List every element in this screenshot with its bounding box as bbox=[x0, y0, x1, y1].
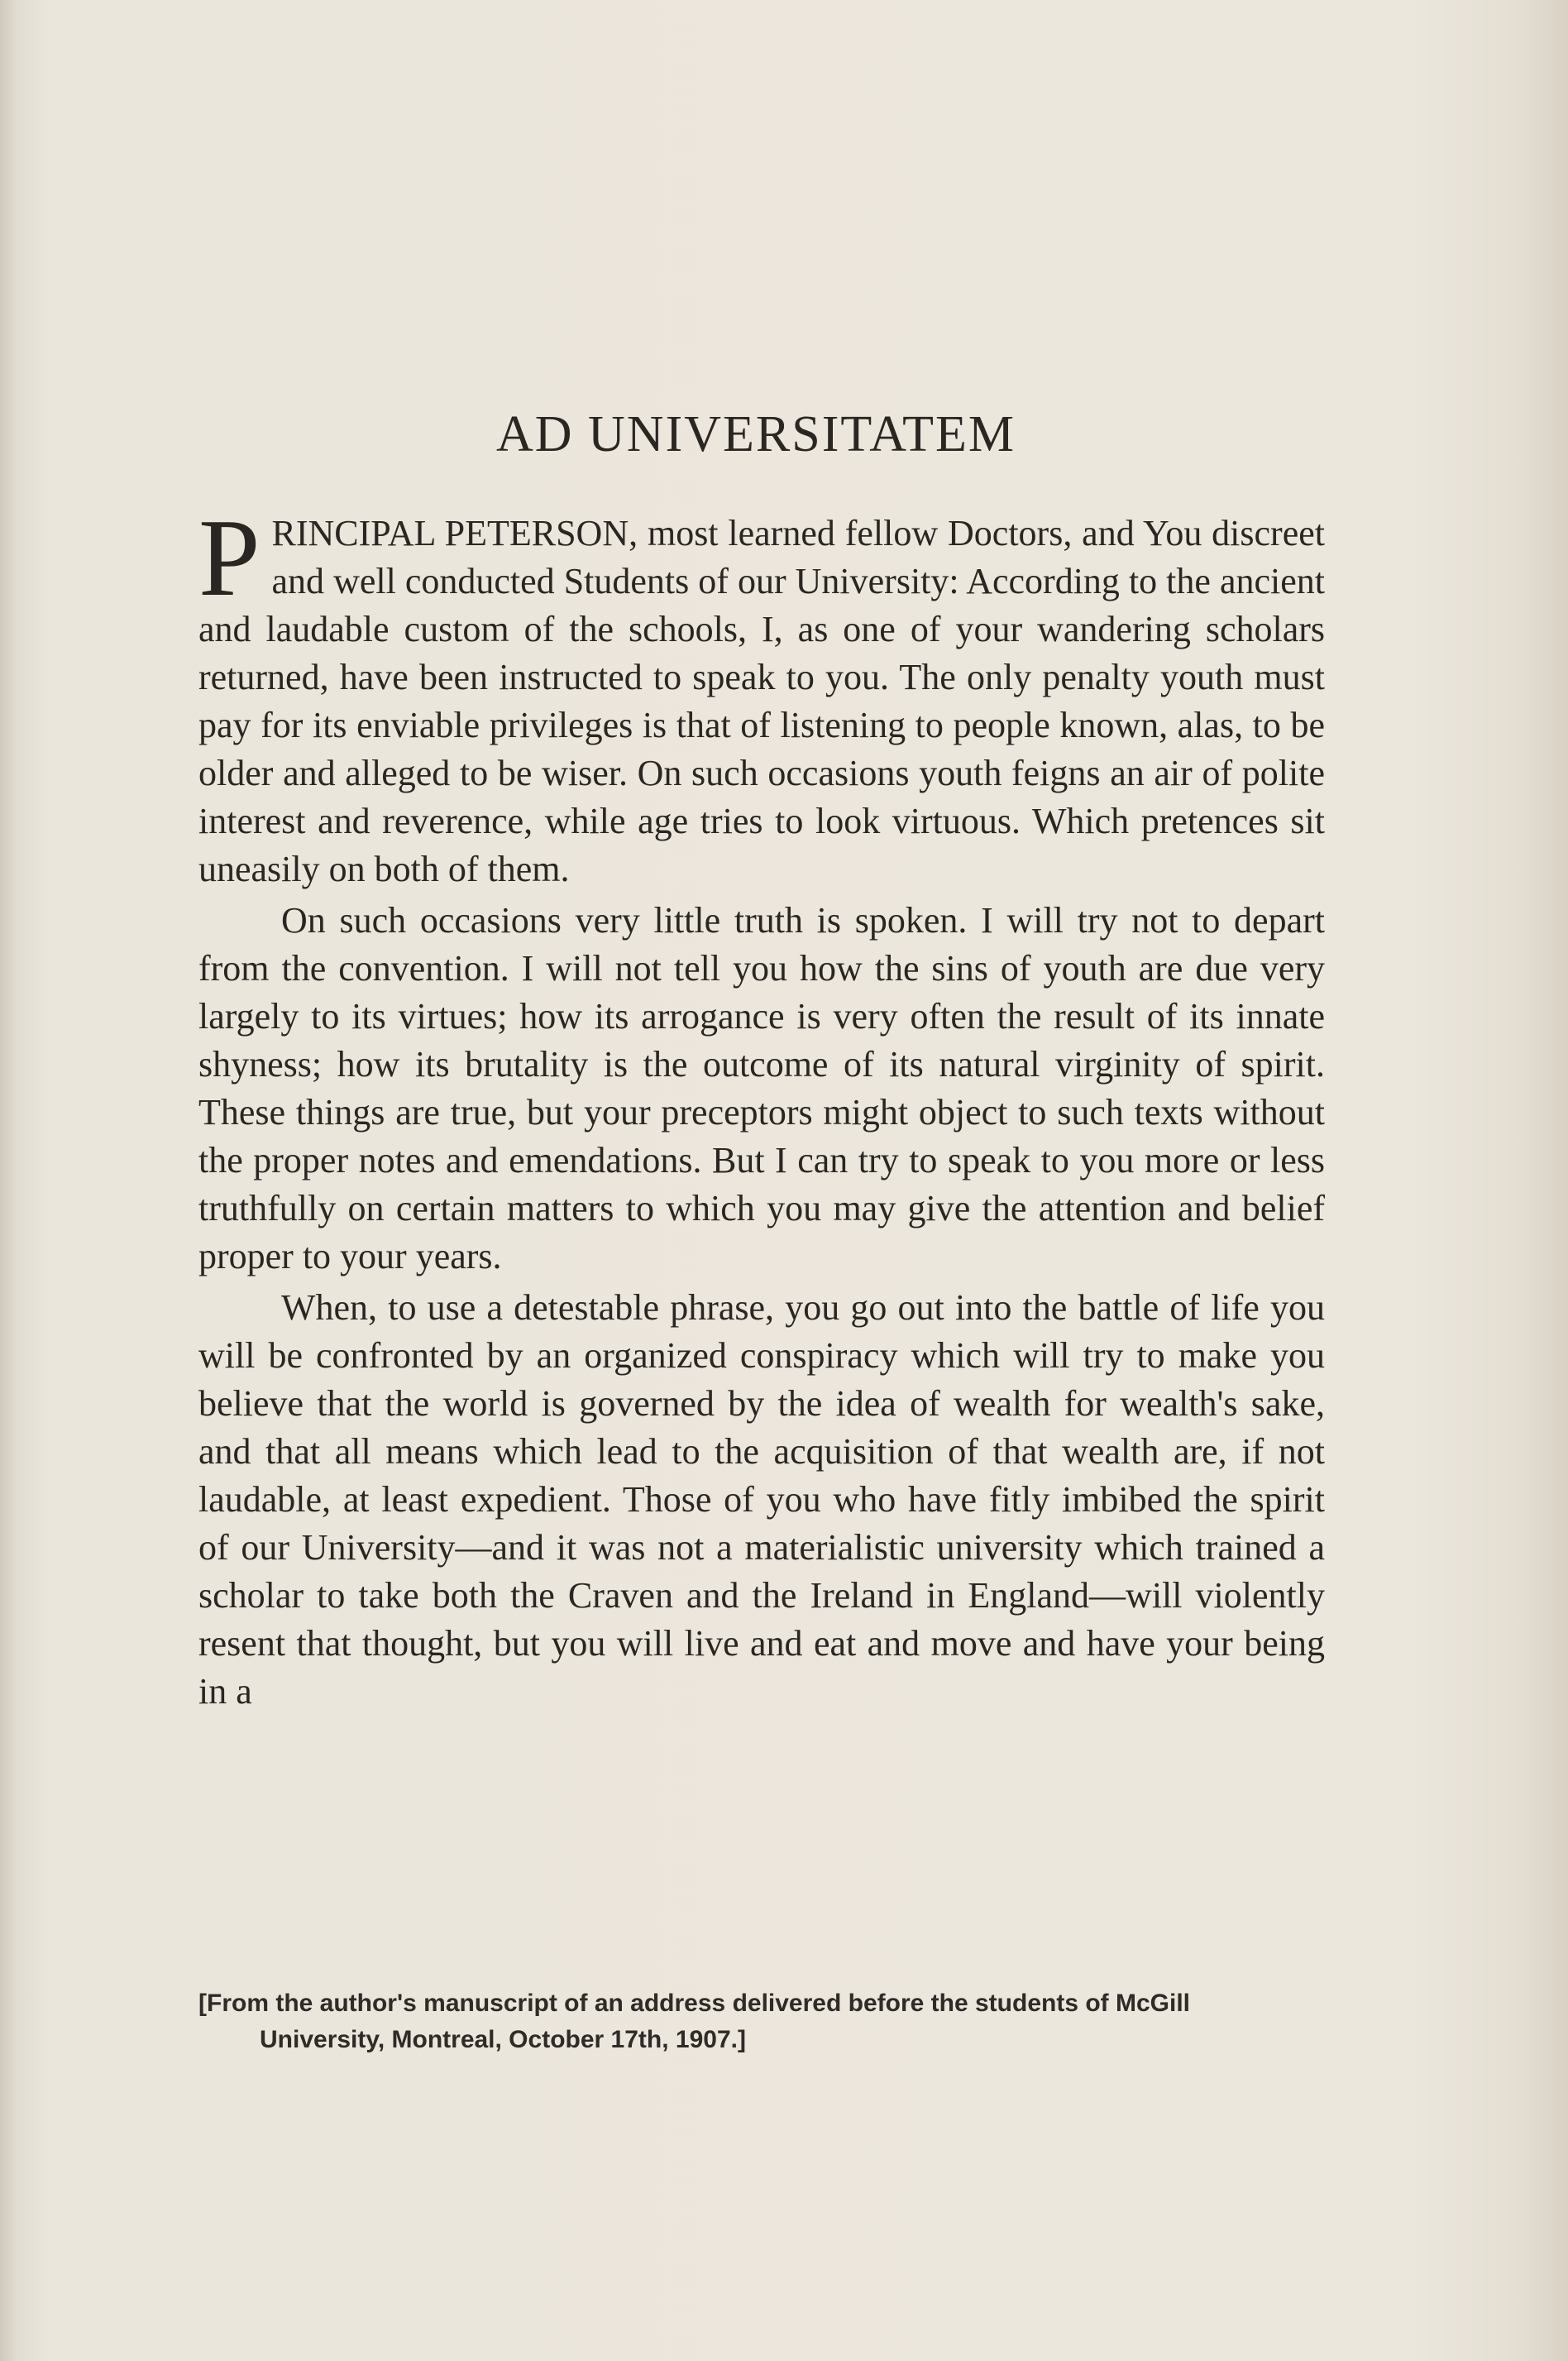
page-title: AD UNIVERSITATEM bbox=[495, 406, 1016, 462]
footnote bbox=[198, 1985, 1325, 2058]
paragraph-2: On such occasions very little truth is spoken. I will try not to depart from the convention. I will not tell you how the sins of youth are due very largely to its virtues; how its arrogance is very often the result of its innate shyness; how its brutality is the outcome of its natural virginity of spirit. These things are true, but your preceptors might object to such texts without the proper notes and emendations. But I can try to speak to you more or less truthfully on certain matters to which you may give the attention and belief proper to your years. bbox=[198, 900, 1325, 1276]
paragraph-3: When, to use a detestable phrase, you go out into the battle of life you will be confronted by an organized conspiracy which will try to make you believe that the world is governed by the idea of wealth for wealth's sake, and that all means which lead to the acquisition of that wealth are, if not laudable, at least expedient. Those of you who have fitly imbibed the spirit of our University—and it was not a materialistic university which trained a scholar to take both the Craven and the Ireland in England—will violently resent that thought, but you will live and eat and move and have your being in a bbox=[198, 1287, 1325, 1712]
footnote-line-2: University, Montreal, October 17th, 1907.] bbox=[260, 2026, 746, 2053]
drop-cap: P bbox=[198, 496, 261, 619]
paragraph-1 bbox=[198, 496, 1325, 893]
paragraph-1-text: RINCIPAL PETERSON, most learned fellow Doctors, and You discreet and well conducted Students of our University: According to the ancient and laudable custom of the schools, I, as one of your wandering scholars returned, have been instructed to speak to you. The only penalty youth must pay for its enviable privileges is that of listening to people known, alas, to be older and alleged to be wiser. On such occasions youth feigns an air of polite interest and reverence, while age tries to look virtuous. Which pretences sit uneasily on both of them. bbox=[198, 513, 1325, 889]
footnote-line-1: [From the author's manuscript of an address delivered before the students of McGill bbox=[198, 1990, 1191, 2017]
body-text bbox=[198, 496, 1325, 1719]
